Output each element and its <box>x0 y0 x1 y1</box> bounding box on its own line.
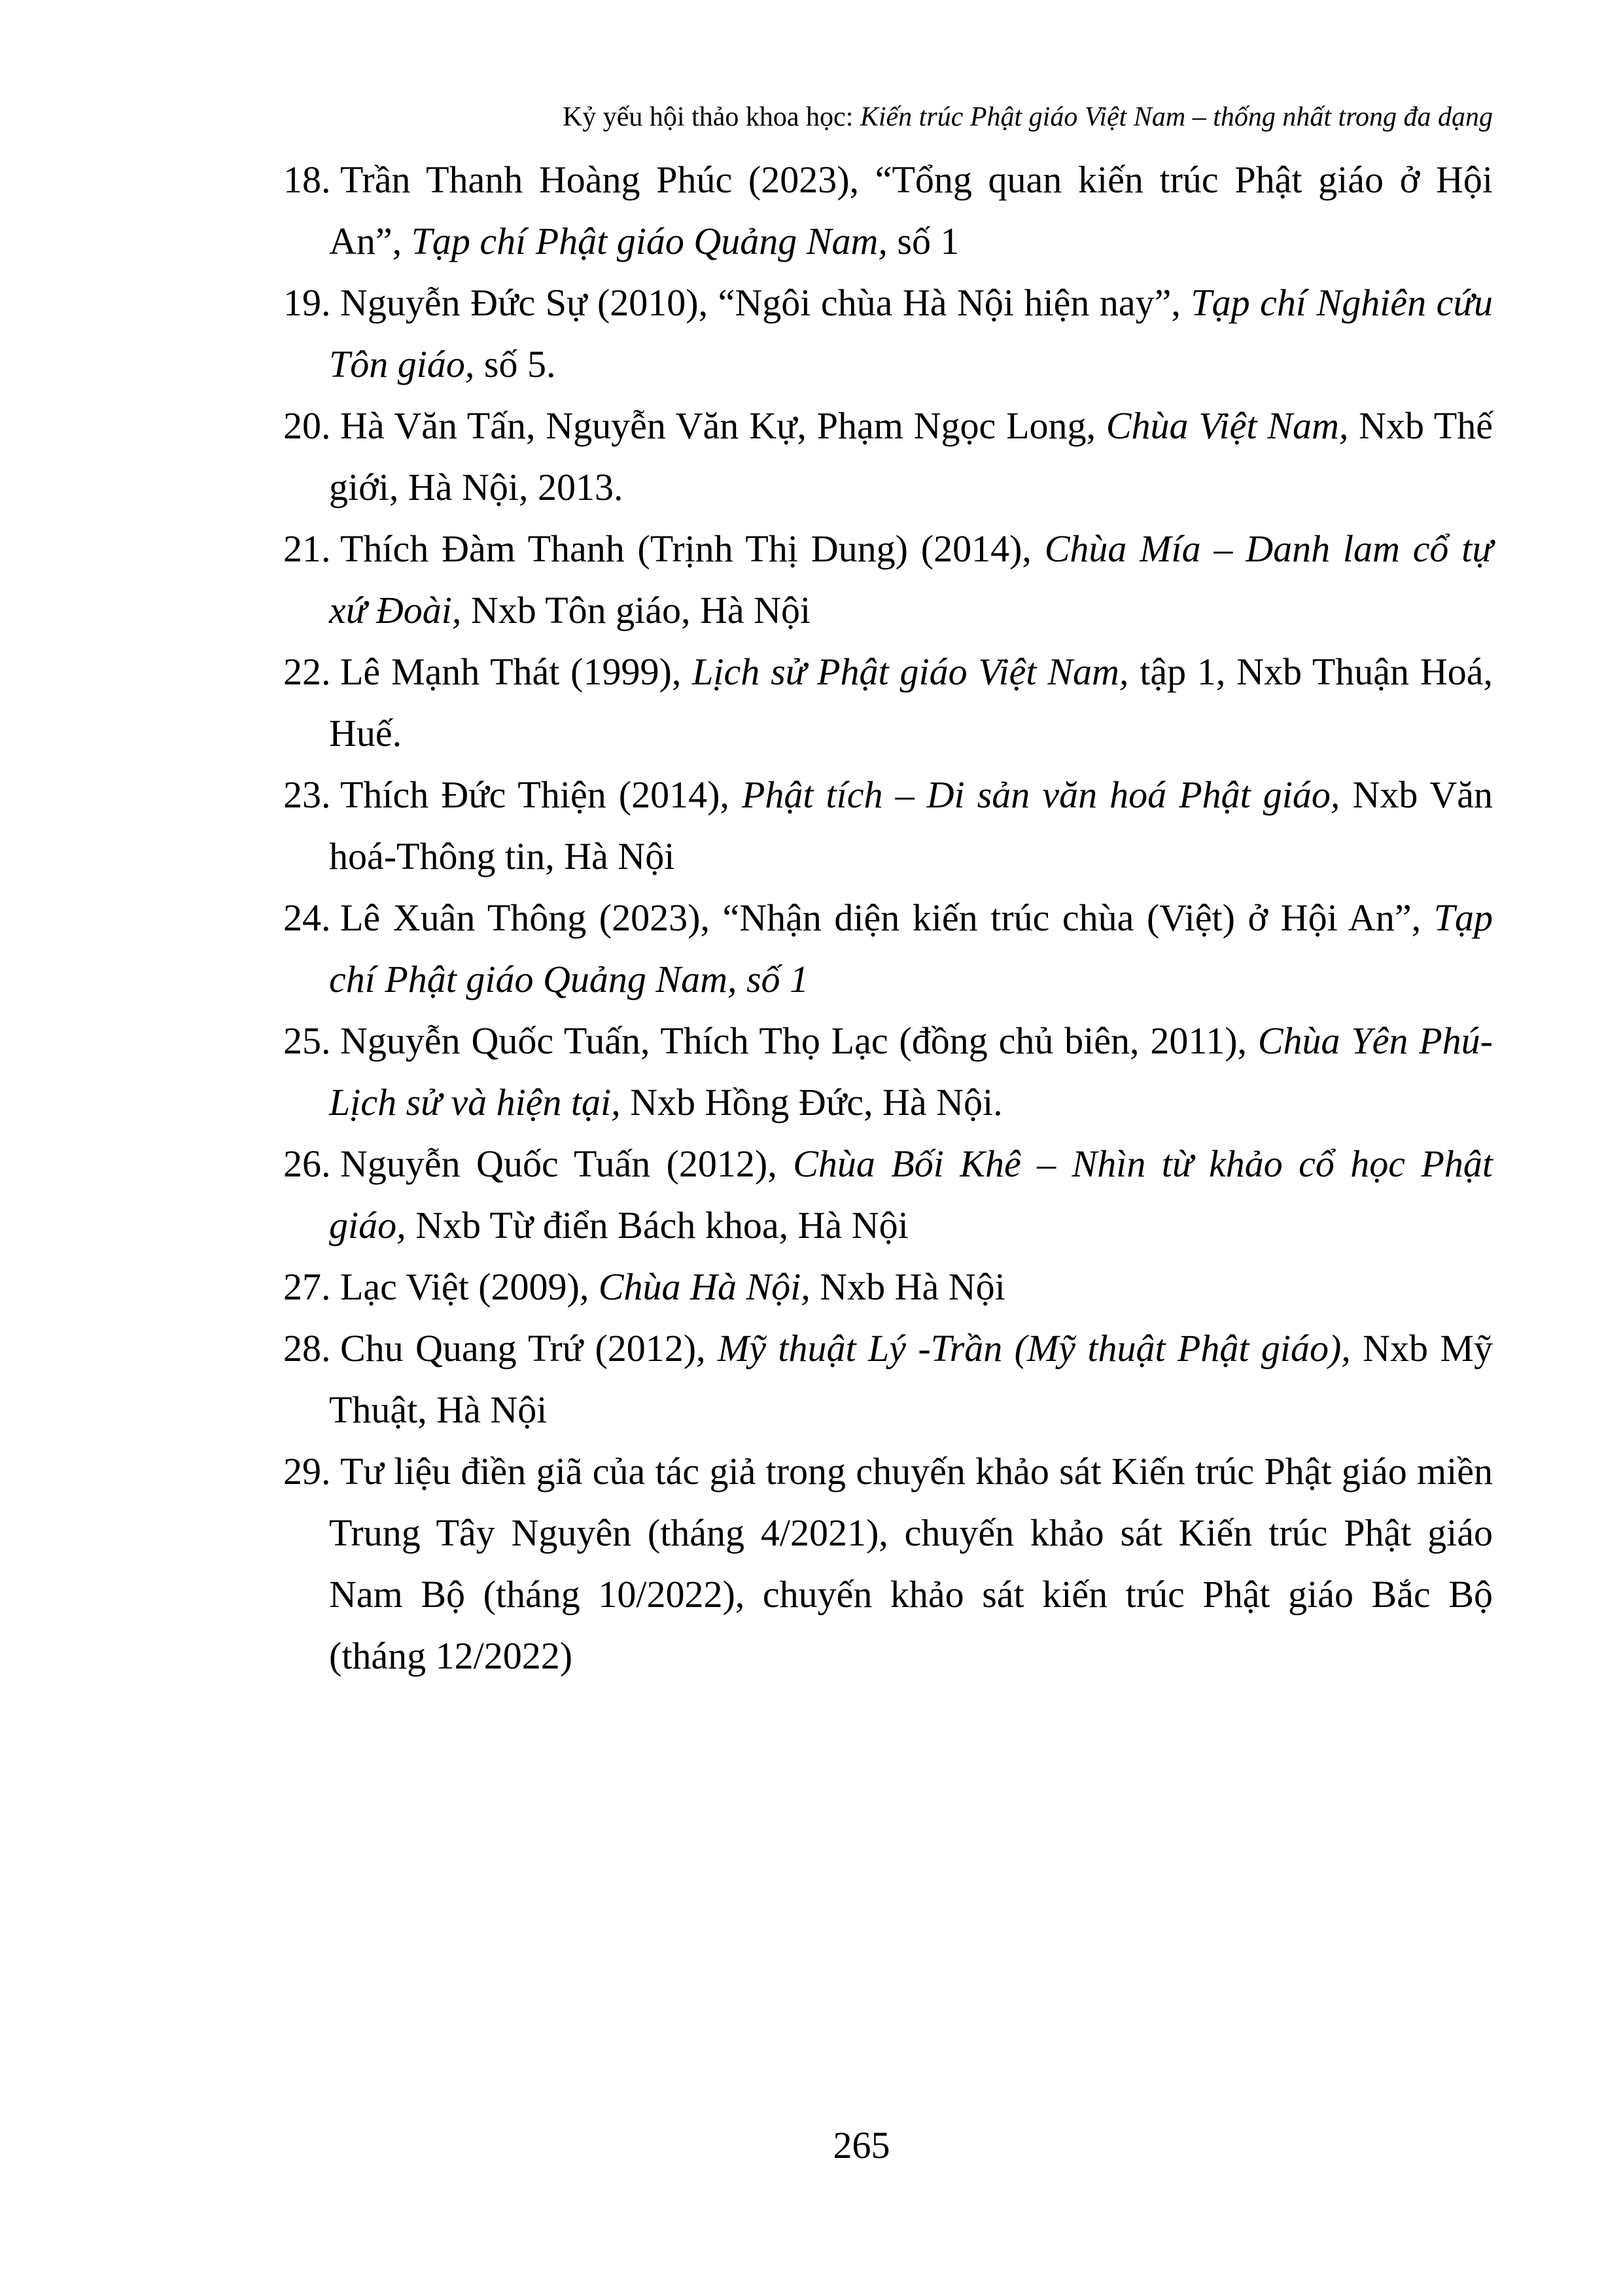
running-header <box>283 97 1493 137</box>
reference-text-segment: Nxb Tôn giáo, Hà Nội <box>461 589 811 631</box>
reference-text-segment: Lê Xuân Thông (2023), “Nhận diện kiến trúc chùa (Việt) ở Hội An”, <box>340 896 1434 939</box>
reference-item-19 <box>283 272 1493 395</box>
reference-item-25 <box>283 1010 1493 1133</box>
reference-text-segment: Thích Đức Thiện (2014), <box>340 773 742 816</box>
reference-item-27 <box>283 1256 1493 1318</box>
reference-text-segment: Nxb Từ điển Bách khoa, Hà Nội <box>406 1204 909 1246</box>
reference-text-segment: Chùa Việt Nam, <box>1106 404 1349 447</box>
reference-item-18 <box>283 149 1493 272</box>
reference-number: 23. <box>283 773 331 816</box>
reference-text-segment: Lạc Việt (2009), <box>340 1265 599 1308</box>
reference-item-24 <box>283 887 1493 1010</box>
reference-item-20 <box>283 395 1493 518</box>
reference-item-28 <box>283 1318 1493 1441</box>
reference-text-segment: Tạp chí Nghiên cứu Tôn giáo, <box>329 281 1493 385</box>
reference-text-segment: Lê Mạnh Thát (1999), <box>340 650 693 693</box>
reference-text-segment: tập 1, Nxb Thuận Hoá, Huế. <box>329 650 1493 754</box>
references-list <box>283 149 1493 1687</box>
reference-text-segment: Nxb Hà Nội <box>810 1265 1005 1308</box>
reference-item-29 <box>283 1441 1493 1687</box>
reference-number: 21. <box>283 527 331 570</box>
reference-number: 20. <box>283 404 331 447</box>
reference-text-segment: số 5. <box>474 343 556 385</box>
reference-text-segment: Nguyễn Đức Sự (2010), “Ngôi chùa Hà Nội hiện nay”, <box>340 281 1191 324</box>
reference-text-segment: Lịch sử Phật giáo Việt Nam, <box>692 650 1129 693</box>
reference-item-22 <box>283 641 1493 764</box>
reference-number: 26. <box>283 1142 331 1185</box>
reference-item-21 <box>283 518 1493 641</box>
reference-text-segment: Thích Đàm Thanh (Trịnh Thị Dung) (2014), <box>340 527 1045 570</box>
reference-number: 22. <box>283 650 331 693</box>
reference-text-segment: Chùa Yên Phú-Lịch sử và hiện tại, <box>329 1019 1493 1123</box>
reference-text-segment: Nxb Hồng Đức, Hà Nội. <box>620 1081 1003 1123</box>
reference-text-segment: Tư liệu điền giã của tác giả trong chuyến khảo sát Kiến trúc Phật giáo miền Trung Tây Nguyên (tháng 4/2021), chuyến khảo sát Kiến trúc Phật giáo Nam Bộ (tháng 10/2022), chuyến khảo sát kiến trúc Phật giáo Bắc Bộ (tháng 12/2022) <box>329 1450 1493 1677</box>
reference-text-segment: Tạp chí Phật giáo Quảng Nam, <box>411 220 888 262</box>
reference-text-segment: Chùa Hà Nội, <box>598 1265 811 1308</box>
reference-number: 24. <box>283 896 331 939</box>
running-header-prefix: Kỷ yếu hội thảo khoa học: <box>562 102 860 132</box>
reference-text-segment: Chùa Bối Khê – Nhìn từ khảo cổ học Phật giáo, <box>329 1142 1493 1246</box>
reference-text-segment: Chu Quang Trứ (2012), <box>340 1327 718 1369</box>
reference-number: 19. <box>283 281 331 324</box>
reference-text-segment: số 1 <box>887 220 960 262</box>
reference-number: 29. <box>283 1450 331 1492</box>
reference-text-segment: Chùa Mía – Danh lam cổ tự xứ Đoài, <box>329 527 1493 631</box>
reference-text-segment: Phật tích – Di sản văn hoá Phật giáo, <box>741 773 1340 816</box>
reference-text-segment: Nxb Văn hoá-Thông tin, Hà Nội <box>329 773 1493 877</box>
reference-text-segment: Nguyễn Quốc Tuấn, Thích Thọ Lạc (đồng chủ biên, 2011), <box>340 1019 1258 1062</box>
reference-number: 27. <box>283 1265 331 1308</box>
page-number: 265 <box>833 2124 890 2166</box>
reference-text-segment: Nxb Thế giới, Hà Nội, 2013. <box>329 404 1493 508</box>
running-header-title: Kiến trúc Phật giáo Việt Nam – thống nhất trong đa dạng <box>860 102 1493 132</box>
reference-number: 25. <box>283 1019 331 1062</box>
reference-text-segment: Hà Văn Tấn, Nguyễn Văn Kự, Phạm Ngọc Long, <box>340 404 1106 447</box>
reference-text-segment: Trần Thanh Hoàng Phúc (2023), “Tổng quan kiến trúc Phật giáo ở Hội An”, <box>329 158 1493 262</box>
reference-number: 28. <box>283 1327 331 1369</box>
reference-number: 18. <box>283 158 331 201</box>
reference-item-23 <box>283 764 1493 887</box>
reference-text-segment: Mỹ thuật Lý -Trần (Mỹ thuật Phật giáo), <box>717 1327 1351 1369</box>
reference-item-26 <box>283 1133 1493 1256</box>
reference-text-segment: Nguyễn Quốc Tuấn (2012), <box>340 1142 794 1185</box>
reference-text-segment: Nxb Mỹ Thuật, Hà Nội <box>329 1327 1493 1431</box>
reference-text-segment: Tạp chí Phật giáo Quảng Nam, số 1 <box>329 896 1493 1000</box>
